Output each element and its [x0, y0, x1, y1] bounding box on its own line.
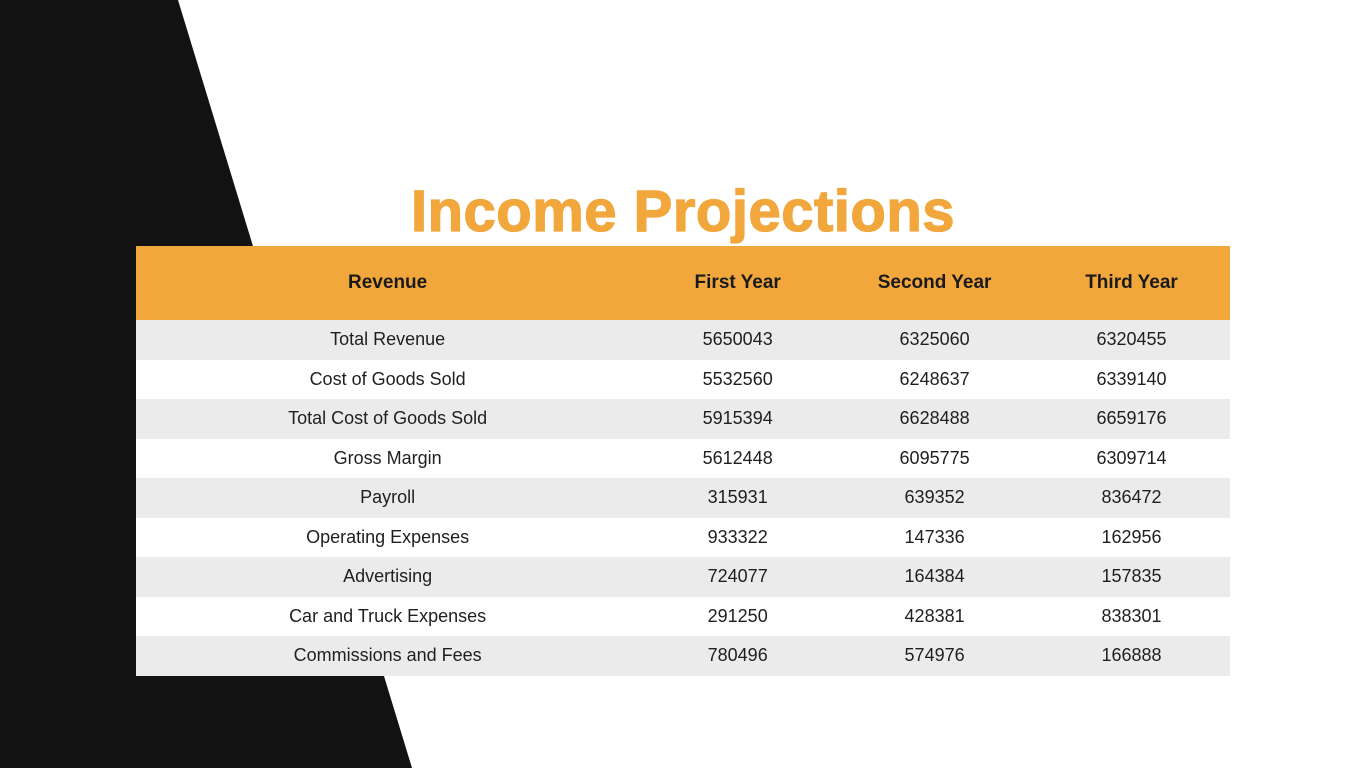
row-label: Gross Margin: [333, 447, 442, 468]
table-row: [136, 360, 1230, 400]
table-row: [136, 439, 1230, 479]
row-label: Payroll: [360, 487, 416, 508]
header-revenue: Revenue: [348, 272, 428, 293]
row-label: Operating Expenses: [306, 526, 470, 547]
table-header-row: [136, 246, 1230, 320]
row-value: 933322: [707, 526, 768, 547]
row-label: Total Revenue: [330, 329, 446, 350]
header-third-year: Third Year: [1085, 272, 1178, 293]
row-value: 166888: [1101, 645, 1162, 666]
row-label: Commissions and Fees: [293, 645, 482, 666]
row-value: 5612448: [702, 447, 773, 468]
row-value: 315931: [707, 487, 768, 508]
row-value: 162956: [1101, 526, 1162, 547]
row-value: 5915394: [702, 408, 773, 429]
row-value: 5650043: [702, 329, 773, 350]
row-label: Car and Truck Expenses: [289, 605, 487, 626]
header-first-year: First Year: [694, 272, 781, 293]
row-value: 6628488: [899, 408, 970, 429]
table-body: [136, 320, 1230, 676]
row-value: 6320455: [1096, 329, 1167, 350]
row-value: 838301: [1101, 605, 1162, 626]
row-label: Advertising: [343, 566, 433, 587]
row-label: Cost of Goods Sold: [309, 368, 466, 389]
row-value: 6325060: [899, 329, 970, 350]
row-value: 836472: [1101, 487, 1162, 508]
row-value: 6309714: [1096, 447, 1167, 468]
table-row: [136, 597, 1230, 637]
row-value: 291250: [707, 605, 768, 626]
row-value: 639352: [904, 487, 965, 508]
table-row: [136, 636, 1230, 676]
table-row: [136, 399, 1230, 439]
row-value: 5532560: [702, 368, 773, 389]
row-value: 6339140: [1096, 368, 1167, 389]
row-value: 724077: [707, 566, 768, 587]
row-value: 6659176: [1096, 408, 1167, 429]
row-label: Total Cost of Goods Sold: [288, 408, 488, 429]
table-row: [136, 478, 1230, 518]
row-value: 157835: [1101, 566, 1162, 587]
row-value: 780496: [707, 645, 768, 666]
row-value: 164384: [904, 566, 965, 587]
row-value: 574976: [904, 645, 965, 666]
income-projections-table: [136, 246, 1230, 676]
row-value: 6095775: [899, 447, 970, 468]
row-value: 428381: [904, 605, 965, 626]
table-row: [136, 557, 1230, 597]
table-row: [136, 320, 1230, 360]
table-row: [136, 518, 1230, 558]
header-second-year: Second Year: [877, 272, 992, 293]
row-value: 147336: [904, 526, 965, 547]
slide-title: Income Projections: [410, 178, 956, 244]
row-value: 6248637: [899, 368, 970, 389]
